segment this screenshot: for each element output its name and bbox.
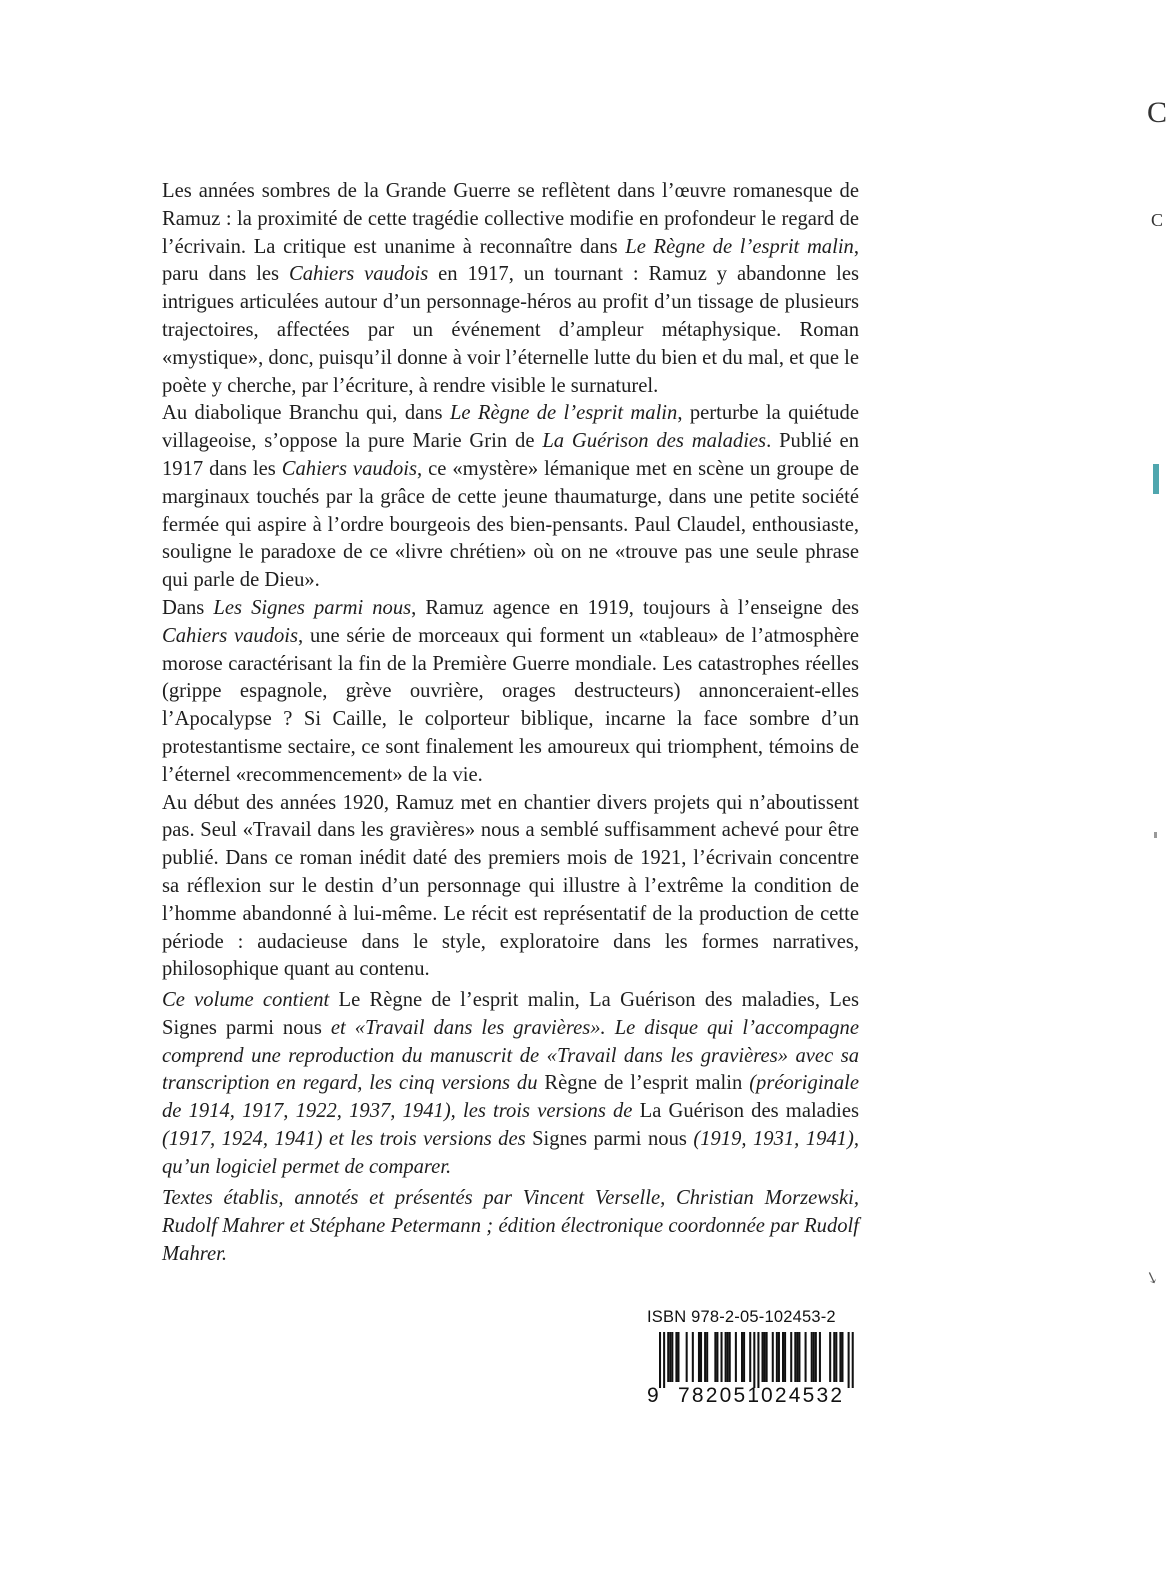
summary-paragraph-4	[162, 790, 859, 985]
barcode-bar	[704, 1332, 706, 1382]
barcode-bar	[813, 1332, 815, 1382]
text-run: , ce «mystère» lémanique met en scène un groupe de marginaux touchés par la grâce de cette jeune thaumaturge, dans une petite société fermée qui aspire à l’ordre bourgeois des bien-pensants. Paul Claudel, enthousiaste, souligne le paradoxe de ce «livre chrétien» où on ne «trouve pas une seule phrase qui parle de Dieu».	[162, 457, 860, 592]
barcode-digits-right: 024532	[761, 1384, 845, 1407]
barcode-bar	[727, 1332, 729, 1382]
barcode-bar	[735, 1332, 737, 1382]
spine-mark: ↘	[1142, 1268, 1161, 1289]
text-run: Dans	[162, 596, 214, 619]
barcode-bar	[700, 1332, 702, 1382]
barcode-bar	[663, 1332, 665, 1388]
summary-paragraph-3	[162, 595, 859, 790]
credits-paragraph: Textes établis, annotés et présentés par Vincent Verselle, Christian Morzewski, Rudolf Mahrer et Stéphane Petermann ; édition électronique coordonnée par Rudolf Mahrer.	[162, 1187, 859, 1265]
barcode-bar	[725, 1332, 727, 1382]
barcode-bar	[716, 1332, 718, 1382]
text-run: Cahiers vaudois	[162, 624, 299, 647]
text-run: , paru dans les	[162, 235, 860, 286]
barcode-bar	[729, 1332, 731, 1382]
barcode-bar	[698, 1332, 700, 1382]
barcode-bar	[790, 1332, 792, 1382]
barcode-bar	[741, 1332, 743, 1382]
contents-paragraph	[162, 987, 859, 1182]
barcode-bar	[721, 1332, 723, 1382]
isbn-barcode	[645, 1308, 858, 1407]
barcode-bar	[805, 1332, 807, 1382]
spine-letter-2: C	[1151, 210, 1164, 230]
barcode-bar	[815, 1332, 817, 1382]
barcode-bar	[776, 1332, 778, 1382]
barcode-bar	[772, 1332, 774, 1382]
text-run: Le Règne de l’esprit malin, La Guérison des maladies, Les Signes parmi nous	[162, 989, 859, 1039]
isbn-label: ISBN 978-2-05-102453-2	[647, 1308, 836, 1326]
barcode-bar	[749, 1332, 751, 1382]
barcode-bar	[669, 1332, 671, 1382]
barcode-bar	[798, 1332, 800, 1382]
barcode-bar	[675, 1332, 677, 1382]
barcode-bar	[706, 1332, 708, 1382]
text-run: Les années sombres de la Grande Guerre se reflètent dans l’œuvre romanesque de Ramuz : la proximité de cette tragédie collective modifie en profondeur le regard de l’écrivain. La critique est unanime à reconnaître dans	[162, 180, 859, 258]
text-run: Cahiers vaudois	[289, 263, 429, 286]
spine-color-mark	[1153, 464, 1159, 494]
text-run: (1919, 1931, 1941), qu’un logiciel permet de comparer.	[162, 1127, 859, 1178]
barcode-bars	[645, 1332, 859, 1388]
barcode-bar	[835, 1332, 837, 1382]
text-run: , perturbe la quiétude villageoise, s’oppose la pure Marie Grin de	[162, 402, 859, 453]
summary-paragraph-2	[162, 400, 859, 595]
barcode-bar	[714, 1332, 716, 1382]
spine-letter-1: C	[1147, 96, 1167, 129]
text-run: en 1917, un tournant : Ramuz y abandonne les intrigues articulées autour d’un personnage-héros au profit d’un tissage de plusieurs trajectoires, affectées par un événement d’ampleur métaphysique. Roman «mystique», donc, puisqu’il donne à voir l’éternelle lutte du bien et du mal, et que le poète y cherche, par l’écriture, à rendre visible le surnaturel.	[162, 263, 859, 397]
barcode-bar	[796, 1332, 798, 1382]
barcode-bar	[757, 1332, 759, 1388]
barcode-bar	[784, 1332, 786, 1382]
barcode-bar	[743, 1332, 745, 1382]
barcode-bar	[819, 1332, 821, 1382]
text-run: . Publié en 1917 dans les	[162, 430, 859, 480]
barcode-bar	[659, 1332, 661, 1388]
text-run: (1917, 1924, 1941) et les trois versions des	[162, 1127, 533, 1150]
summary-paragraph-1	[162, 178, 859, 400]
barcode-bar	[692, 1332, 694, 1382]
barcode-bar	[811, 1332, 813, 1382]
barcode-digits-left: 782051	[678, 1384, 762, 1407]
text-run: La Guérison des maladies	[639, 1100, 859, 1123]
text-run: Au début des années 1920, Ramuz met en chantier divers projets qui n’aboutissent pas. Seul «Travail dans les gravières» nous a semblé suffisamment achevé pour être publié. Dans ce roman inédit daté des premiers mois de 1921, l’écrivain concentre sa réflexion sur le destin d’un personnage qui illustre à l’extrême la condition de l’homme abandonné à lui-même. Le récit est représentatif de la production de cette période : audacieuse dans le style, exploratoire dans les formes narratives, philosophique quant au contenu.	[162, 791, 859, 981]
text-run: Ce volume contient	[162, 989, 330, 1011]
barcode-bar	[829, 1332, 831, 1382]
barcode-bar	[753, 1332, 755, 1388]
barcode-bar	[794, 1332, 796, 1382]
text-run: Signes parmi nous	[532, 1127, 694, 1150]
text-run: (préoriginale de 1914, 1917, 1922, 1937, 1941), les trois versions de	[162, 1072, 860, 1123]
text-run: et «Travail dans les gravières». Le disque qui l’accompagne comprend une reproduction du manuscrit de «Travail dans les gravières» avec sa transcription en regard, les cinq versions du	[162, 1016, 859, 1095]
volume-contents	[162, 987, 859, 1182]
text-run: , une série de morceaux qui forment un «tableau» de l’atmosphère morose caractérisant la fin de la Première Guerre mondiale. Les catastrophes réelles (grippe espagnole, grève ouvrière, orages destructeurs) annonceraient-elles l’Apocalypse ? Si Caille, le colporteur biblique, incarne la face sombre d’un protestantisme sectaire, ce sont finalement les amoureux qui triomphent, témoins de l’éternel «recommencement» de la vie.	[162, 624, 860, 786]
text-run: Le Règne de l’esprit malin	[625, 235, 854, 258]
barcode-bar	[667, 1332, 669, 1382]
barcode-bar	[686, 1332, 688, 1382]
barcode-bar	[677, 1332, 679, 1382]
text-run: Au diabolique Branchu qui, dans	[162, 402, 450, 425]
text-run: La Guérison des maladies	[542, 430, 767, 453]
text-run: Règne de l’esprit malin	[544, 1072, 750, 1095]
spine-dot	[1154, 832, 1157, 838]
barcode-bar	[839, 1332, 841, 1382]
barcode-digit-first: 9	[647, 1384, 659, 1407]
barcode-bar	[848, 1332, 850, 1388]
back-cover-summary	[162, 178, 859, 984]
barcode-bar	[782, 1332, 784, 1382]
barcode-bar	[766, 1332, 768, 1382]
text-run: Le Règne de l’esprit malin	[449, 402, 678, 425]
editorial-credits	[162, 1185, 859, 1268]
text-run: , Ramuz agence en 1919, toujours à l’enseigne des	[411, 596, 859, 619]
barcode-bar	[671, 1332, 673, 1382]
barcode-bar	[764, 1332, 766, 1382]
barcode-bar	[778, 1332, 780, 1382]
barcode-bar	[833, 1332, 835, 1382]
barcode-bar	[852, 1332, 854, 1388]
text-run: Cahiers vaudois	[281, 457, 417, 480]
barcode-bar	[762, 1332, 764, 1382]
barcode-bar	[841, 1332, 843, 1382]
text-run: Les Signes parmi nous	[213, 596, 412, 619]
